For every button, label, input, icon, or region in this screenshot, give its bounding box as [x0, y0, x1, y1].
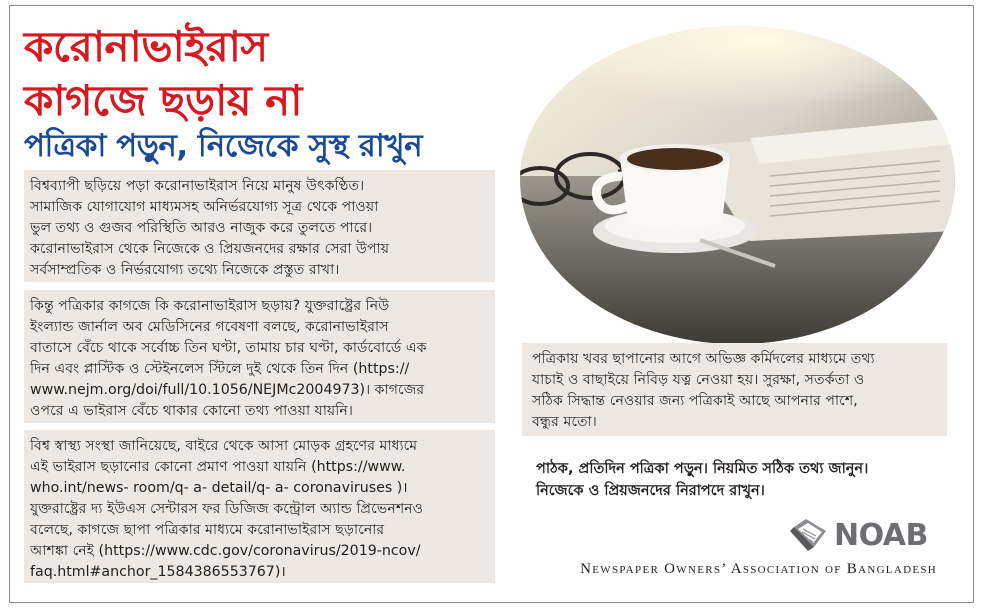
paragraph-line: ভুল তথ্য ও গুজব পরিস্থিতি আরও নাজুক করে তুলতে পারে।: [30, 220, 373, 236]
coffee-newspaper-photo: [520, 26, 955, 344]
paragraph-line: বিশ্বব্যাপী ছড়িয়ে পড়া করোনাভাইরাস নিয়ে মানুষ উৎকণ্ঠিত।: [30, 178, 365, 194]
paragraph-line: বলেছে, কাগজে ছাপা পত্রিকার মাধ্যমে করোনাভাইরাস ছড়ানোর: [30, 522, 385, 538]
paragraph-line: সামাজিক যোগাযোগ মাধ্যমসহ অনির্ভরযোগ্য সূত্র থেকে পাওয়া: [30, 199, 379, 215]
paragraph-line: বাতাসে বেঁচে থাকে সর্বোচ্চ তিন ঘণ্টা, তামায় চার ঘণ্টা, কার্ডবোর্ডে এক: [30, 340, 427, 356]
paragraph-line: এই ভাইরাস ছড়ানোর কোনো প্রমাণ পাওয়া যায়নি (https://www.: [30, 459, 406, 475]
association-name: Newspaper Owners’ Association of Bangladesh: [580, 561, 937, 577]
paragraph-line: ওপরে এ ভাইরাস বেঁচে থাকার কোনো তথ্য পাওয়া যায়নি।: [30, 403, 353, 419]
paragraph-line: www.nejm.org/doi/full/10.1056/NEJMc2004973)। কাগজের: [30, 382, 425, 398]
paragraph-line: who.int/news- room/q- a- detail/q- a- coronaviruses )।: [30, 480, 408, 496]
subheading: পত্রিকা পড়ুন, নিজেকে সুস্থ রাখুন: [24, 128, 423, 164]
noab-logo-text: NOAB: [834, 517, 928, 553]
paragraph-line: করোনাভাইরাস থেকে নিজেকে ও প্রিয়জনদের রক্ষার সেরা উপায়: [30, 241, 390, 257]
paragraph-line: যাচাই ও বাছাইয়ে নিবিড় যত্ন নেওয়া হয়। সুরক্ষা, সতর্কতা ও: [532, 372, 865, 388]
paragraph-line: আশঙ্কা নেই (https://www.cdc.gov/coronavirus/2019-ncov/: [30, 543, 421, 559]
headline-line-1: করোনাভাইরাস: [24, 22, 268, 71]
cta-line: পাঠক, প্রতিদিন পত্রিকা পড়ুন। নিয়মিত সঠিক তথ্য জানুন।: [536, 461, 869, 477]
paragraph-4: [522, 343, 947, 436]
headline-line-2: কাগজে ছড়ায় না: [24, 76, 302, 125]
cta-line: নিজেকে ও প্রিয়জনদের নিরাপদে রাখুন।: [536, 483, 765, 499]
coffee-cup-illustration: [520, 26, 955, 344]
paragraph-line: সঠিক সিদ্ধান্ত নেওয়ার জন্য পত্রিকাই আছে আপনার পাশে,: [532, 393, 858, 409]
paragraph-3: [24, 430, 495, 583]
noab-logo: [790, 517, 928, 553]
paragraph-2: [24, 290, 495, 423]
paragraph-line: পত্রিকায় খবর ছাপানোর আগে অভিজ্ঞ কর্মিদলের মাধ্যমে তথ্য: [532, 351, 875, 367]
paragraph-line: বিশ্ব স্বাস্থ্য সংস্থা জানিয়েছে, বাইরে থেকে আসা মোড়ক গ্রহণের মাধ্যমে: [30, 438, 418, 454]
paragraph-line: দিন এবং প্লাস্টিক ও স্টেইনলেস স্টিলে দুই থেকে তিন দিন (https://: [30, 361, 410, 377]
paragraph-line: সর্বসাম্প্রতিক ও নির্ভরযোগ্য তথ্যে নিজেকে প্রস্তুত রাখা।: [30, 262, 340, 278]
call-to-action: [536, 458, 956, 502]
paragraph-line: যুক্তরাষ্ট্রের দ্য ইউএস সেন্টারস ফর ডিজিজ কন্ট্রোল অ্যান্ড প্রিভেনশনও: [30, 501, 424, 517]
paragraph-line: faq.html#anchor_1584386553767)।: [30, 564, 286, 580]
paragraph-1: [24, 170, 495, 282]
paragraph-line: কিন্তু পত্রিকার কাগজে কি করোনাভাইরাস ছড়ায়? যুক্তরাষ্ট্রের নিউ: [30, 298, 390, 314]
paragraph-line: বন্ধুর মতো।: [532, 414, 597, 430]
paragraph-line: ইংল্যান্ড জার্নাল অব মেডিসিনের গবেষণা বলছে, করোনাভাইরাস: [30, 319, 389, 335]
newspaper-stack-icon: [790, 517, 830, 553]
